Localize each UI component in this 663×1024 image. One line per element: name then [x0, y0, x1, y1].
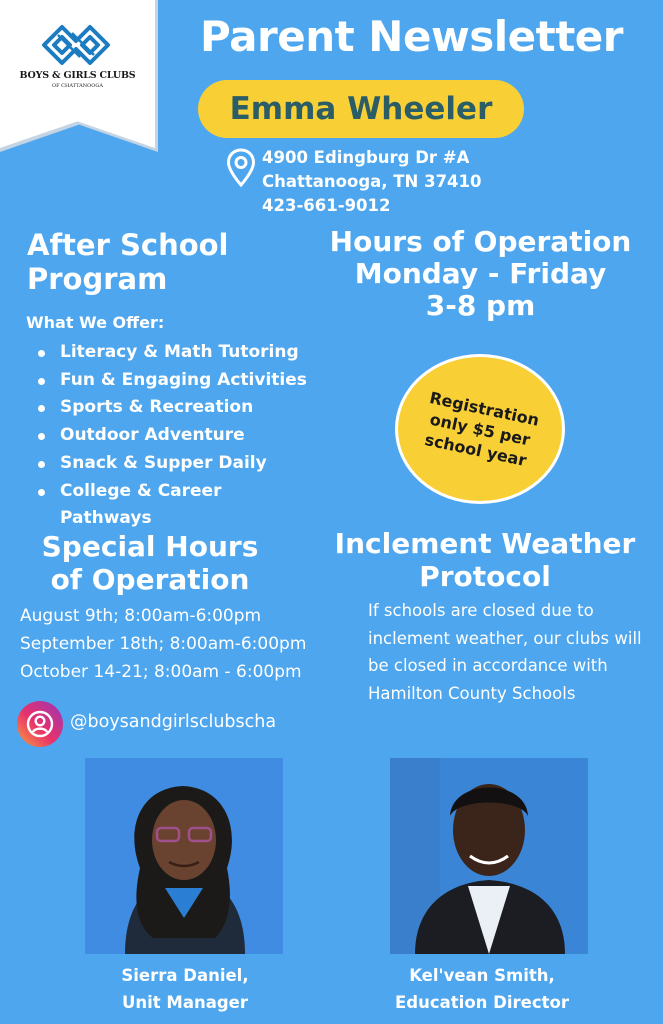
- special-date: October 14-21; 8:00am - 6:00pm: [20, 662, 302, 682]
- weather-heading-line-2: Protocol: [419, 560, 551, 593]
- logo-name: BOYS & GIRLS CLUBS: [19, 70, 136, 81]
- location-pin-icon: [226, 148, 256, 188]
- program-heading: [27, 228, 307, 296]
- hours-time: 3-8 pm: [425, 289, 536, 322]
- hours-of-operation: [318, 226, 643, 322]
- weather-text: If schools are closed due to inclement weather, our clubs will be closed in accordance with Hamilton County Schools: [368, 601, 642, 703]
- logo-subtitle: OF CHATTANOOGA: [52, 83, 103, 89]
- special-date: August 9th; 8:00am-6:00pm: [20, 606, 262, 626]
- program-heading-line-2: Program: [27, 262, 168, 296]
- registration-badge: [395, 354, 565, 504]
- staff-role: Education Director: [395, 993, 569, 1012]
- offer-label: What We Offer:: [26, 313, 165, 332]
- club-name-pill: [198, 80, 524, 138]
- club-name: Emma Wheeler: [229, 91, 493, 127]
- instagram-handle[interactable]: @boysandgirlsclubscha: [70, 712, 277, 732]
- weather-heading: [330, 527, 640, 593]
- address-line-1: 4900 Edingburg Dr #A: [262, 148, 470, 167]
- program-heading-line-1: After School: [27, 228, 229, 262]
- staff-role: Unit Manager: [121, 993, 248, 1012]
- phone-number: 423-661-9012: [262, 196, 391, 215]
- list-item: College & Career Pathways: [38, 478, 308, 533]
- registration-text: Registration only $5 per school year: [423, 387, 541, 470]
- person-portrait-icon: [85, 758, 283, 954]
- offer-list: [38, 339, 308, 533]
- list-item: Snack & Supper Daily: [38, 450, 308, 478]
- profile-icon: [25, 709, 55, 739]
- list-item: Literacy & Math Tutoring: [38, 339, 308, 367]
- staff-photo-sierra: [85, 758, 283, 954]
- hours-heading: Hours of Operation: [329, 225, 632, 258]
- list-item: Sports & Recreation: [38, 394, 308, 422]
- special-hours-heading: [20, 530, 280, 596]
- weather-heading-line-1: Inclement Weather: [334, 527, 636, 560]
- special-date: September 18th; 8:00am-6:00pm: [20, 634, 307, 654]
- staff-name: Sierra Daniel,: [121, 966, 249, 985]
- staff-caption-1: [65, 962, 305, 1016]
- person-portrait-icon: [390, 758, 588, 954]
- instagram-icon[interactable]: [17, 701, 63, 747]
- list-item: Outdoor Adventure: [38, 422, 308, 450]
- hours-days: Monday - Friday: [354, 257, 607, 290]
- staff-photo-kelvean: [390, 758, 588, 954]
- staff-caption-2: [362, 962, 602, 1016]
- address-line-2: Chattanooga, TN 37410: [262, 172, 482, 191]
- special-hours-heading-line-1: Special Hours: [41, 530, 259, 563]
- boys-girls-clubs-logo-icon: [40, 20, 112, 70]
- staff-name: Kel'vean Smith,: [409, 966, 555, 985]
- newsletter-title: Parent Newsletter: [200, 12, 623, 61]
- special-hours-heading-line-2: of Operation: [50, 563, 250, 596]
- list-item: Fun & Engaging Activities: [38, 367, 308, 395]
